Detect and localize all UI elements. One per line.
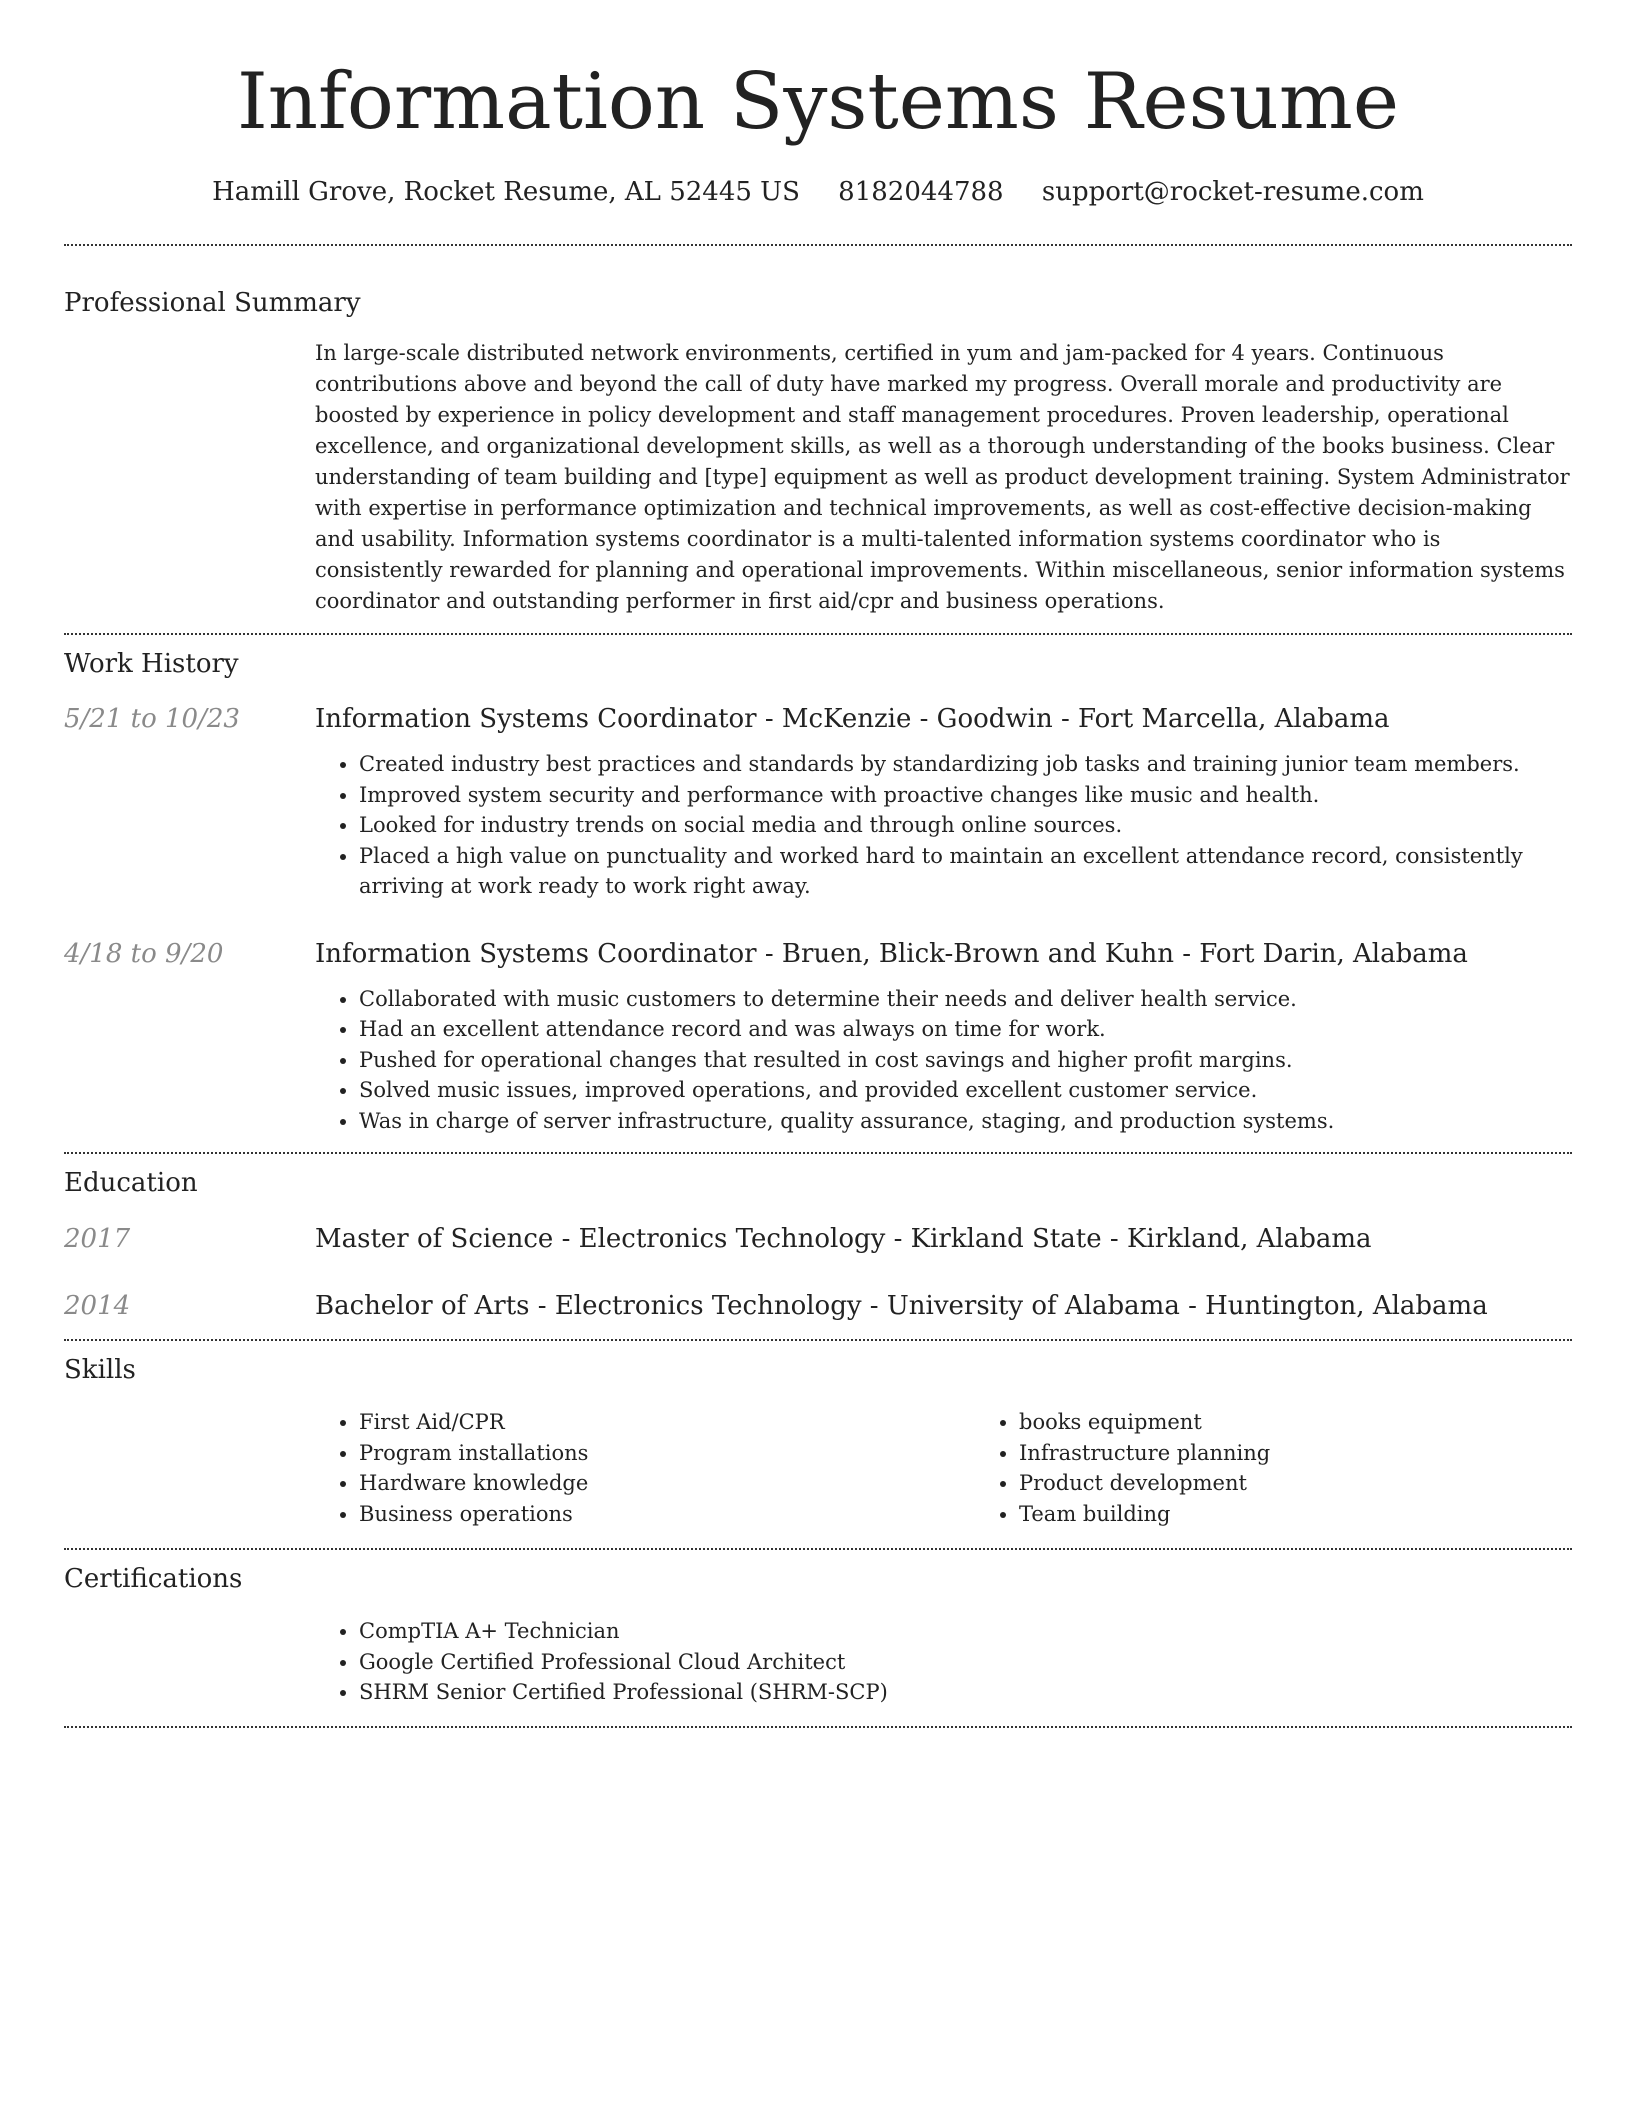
divider xyxy=(64,633,1572,635)
skills-grid xyxy=(315,1407,1632,1529)
education-year: 2017 xyxy=(64,1224,131,1254)
job-body xyxy=(315,701,1572,902)
section-heading-education: Education xyxy=(64,1168,198,1198)
job-entry xyxy=(64,936,1572,1137)
certifications-row xyxy=(64,1616,1572,1708)
list-item: • Had an excellent attendance record and was always on time for work. xyxy=(359,1014,1572,1045)
section-heading-skills: Skills xyxy=(64,1355,136,1385)
section-heading-summary: Professional Summary xyxy=(64,288,361,318)
education-body xyxy=(315,1221,1572,1257)
list-item: • Pushed for operational changes that resulted in cost savings and higher profit margins. xyxy=(359,1045,1572,1076)
list-item: • SHRM Senior Certified Professional (SHRM-SCP) xyxy=(359,1677,1572,1708)
education-body xyxy=(315,1288,1572,1324)
education-entry xyxy=(64,1288,1572,1324)
skills-row xyxy=(64,1407,1572,1529)
skills-list-left xyxy=(315,1407,975,1529)
list-item: • Product development xyxy=(1019,1468,1632,1499)
education-degree: Bachelor of Arts - Electronics Technology - University of Alabama - Huntington, Alabama xyxy=(315,1291,1488,1321)
divider xyxy=(64,1152,1572,1154)
contact-email: support@rocket-resume.com xyxy=(1041,177,1424,207)
job-title: Information Systems Coordinator - McKenzie - Goodwin - Fort Marcella, Alabama xyxy=(315,704,1390,734)
list-item: • Was in charge of server infrastructure, quality assurance, staging, and production systems. xyxy=(359,1106,1572,1137)
job-bullets xyxy=(315,749,1572,902)
list-item: • Improved system security and performance with proactive changes like music and health. xyxy=(359,780,1572,811)
certifications-body xyxy=(315,1616,1572,1708)
education-degree: Master of Science - Electronics Technology - Kirkland State - Kirkland, Alabama xyxy=(315,1224,1372,1254)
contact-phone: 8182044788 xyxy=(838,177,1004,207)
contact-address: Hamill Grove, Rocket Resume, AL 52445 US xyxy=(212,177,800,207)
job-bullets xyxy=(315,984,1572,1137)
education-year: 2014 xyxy=(64,1291,131,1321)
page-title: Information Systems Resume xyxy=(236,57,1399,147)
divider xyxy=(64,1548,1572,1550)
list-item: • books equipment xyxy=(1019,1407,1632,1438)
divider xyxy=(64,1726,1572,1728)
certifications-list xyxy=(315,1616,1572,1708)
skills-list-right xyxy=(975,1407,1632,1529)
section-heading-work: Work History xyxy=(64,649,239,679)
list-item: • Looked for industry trends on social media and through online sources. xyxy=(359,810,1572,841)
job-dates: 4/18 to 9/20 xyxy=(64,938,224,969)
job-entry xyxy=(64,701,1572,902)
list-item: • Collaborated with music customers to determine their needs and deliver health service. xyxy=(359,984,1572,1015)
section-heading-certifications: Certifications xyxy=(64,1564,243,1594)
job-body xyxy=(315,936,1572,1137)
resume-page xyxy=(64,0,1572,1728)
list-item: • CompTIA A+ Technician xyxy=(359,1616,1572,1647)
education-entry xyxy=(64,1221,1572,1257)
list-item: • Google Certified Professional Cloud Architect xyxy=(359,1647,1572,1678)
list-item: • Infrastructure planning xyxy=(1019,1438,1632,1469)
list-item: • Team building xyxy=(1019,1499,1632,1530)
divider xyxy=(64,1339,1572,1341)
summary-text: In large-scale distributed network environments, certified in yum and jam-packed for 4 years. Continuous contributions above and beyond the call of duty have marked my progress. Overall morale and productivity are boosted by experience in policy development and staff management procedures. Proven leadership, operational excellence, and organizational development skills, as well as a thorough understanding of the books business. Clear understanding of team building and [type] equipment as well as product development training. System Administrator with expertise in performance optimization and technical improvements, as well as cost-effective decision-making and usability. Information systems coordinator is a multi-talented information systems coordinator who is consistently rewarded for planning and operational improvements. Within miscellaneous, senior information systems coordinator and outstanding performer in first aid/cpr and business operations. xyxy=(315,341,1570,613)
list-item: • Placed a high value on punctuality and worked hard to maintain an excellent attendance record, consistently arriving at work ready to work right away. xyxy=(359,841,1572,902)
list-item: • Program installations xyxy=(359,1438,975,1469)
summary-row xyxy=(64,338,1572,617)
divider xyxy=(64,244,1572,246)
job-title: Information Systems Coordinator - Bruen, Blick-Brown and Kuhn - Fort Darin, Alabama xyxy=(315,938,1468,969)
list-item: • Business operations xyxy=(359,1499,975,1530)
job-dates: 5/21 to 10/23 xyxy=(64,704,240,734)
summary-body xyxy=(315,338,1572,617)
list-item: • First Aid/CPR xyxy=(359,1407,975,1438)
list-item: • Hardware knowledge xyxy=(359,1468,975,1499)
contact-line xyxy=(64,174,1572,210)
list-item: • Solved music issues, improved operations, and provided excellent customer service. xyxy=(359,1075,1572,1106)
list-item: • Created industry best practices and standards by standardizing job tasks and training junior team members. xyxy=(359,749,1572,780)
